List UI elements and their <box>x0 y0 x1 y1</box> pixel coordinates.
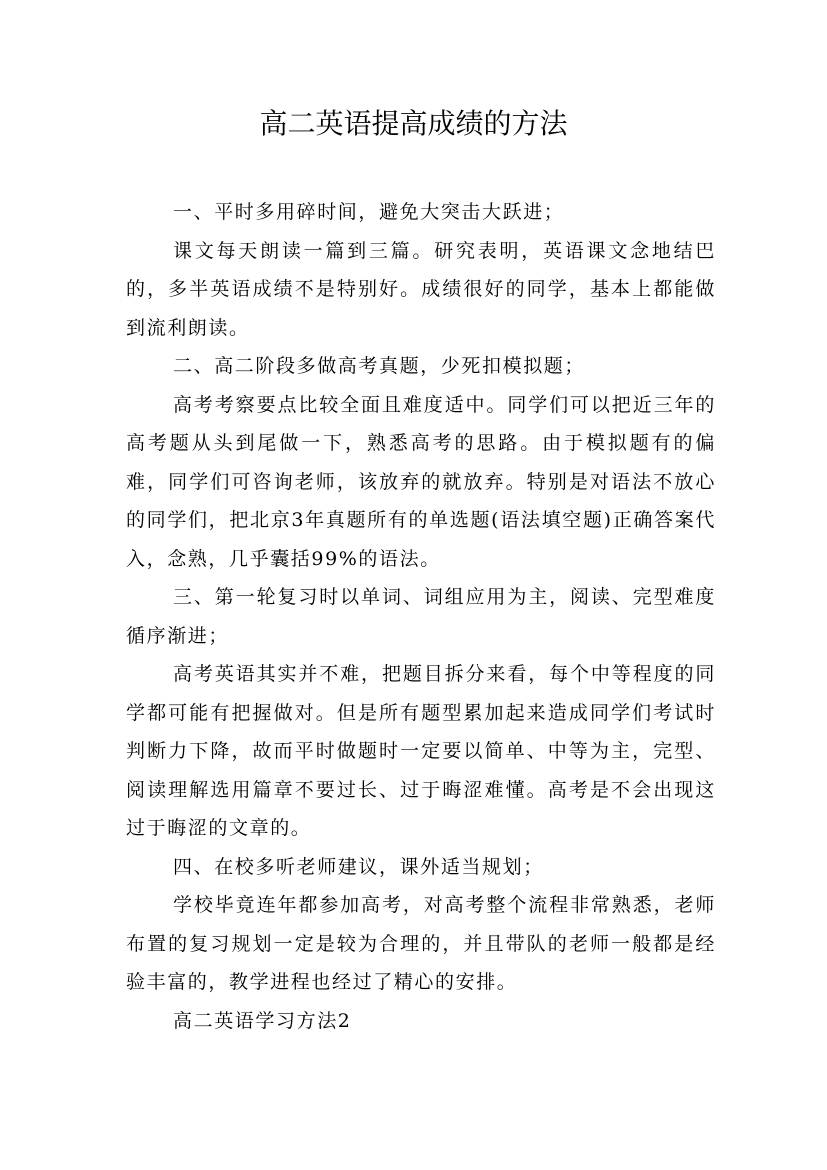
document-title: 高二英语提高成绩的方法 <box>259 107 568 140</box>
document-body <box>126 193 716 1040</box>
section-heading-1: 一、平时多用碎时间，避免大突击大跃进； <box>173 201 565 223</box>
body-paragraph-3: 高考英语其实并不难，把题目拆分来看，每个中等程度的同学都可能有把握做对。但是所有题型累加起来造成同学们考试时判断力下降，故而平时做题时一定要以简单、中等为主，完型、阅读理解选用篇章不要过长、过于晦涩难懂。高考是不会出现这过于晦涩的文章的。 <box>126 663 716 839</box>
body-paragraph-2: 高考考察要点比较全面且难度适中。同学们可以把近三年的高考题从头到尾做一下，熟悉高考的思路。由于模拟题有的偏难，同学们可咨询老师，该放弃的就放弃。特别是对语法不放心的同学们，把北京3年真题所有的单选题(语法填空题)正确答案代入，念熟，几乎囊括99%的语法。 <box>126 393 716 570</box>
section-heading-2: 二、高二阶段多做高考真题，少死扣模拟题； <box>173 355 586 377</box>
body-paragraph-1: 课文每天朗读一篇到三篇。研究表明，英语课文念地结巴的，多半英语成绩不是特别好。成绩很好的同学，基本上都能做到流利朗读。 <box>126 239 716 339</box>
next-section-heading: 高二英语学习方法2 <box>173 1009 352 1032</box>
section-heading-3: 三、第一轮复习时以单词、词组应用为主，阅读、完型难度循序渐进； <box>126 586 716 647</box>
body-paragraph-4: 学校毕竟连年都参加高考，对高考整个流程非常熟悉，老师布置的复习规划一定是较为合理的，并且带队的老师一般都是经验丰富的，教学进程也经过了精心的安排。 <box>126 894 716 993</box>
section-heading-4: 四、在校多听老师建议，课外适当规划； <box>173 855 544 878</box>
